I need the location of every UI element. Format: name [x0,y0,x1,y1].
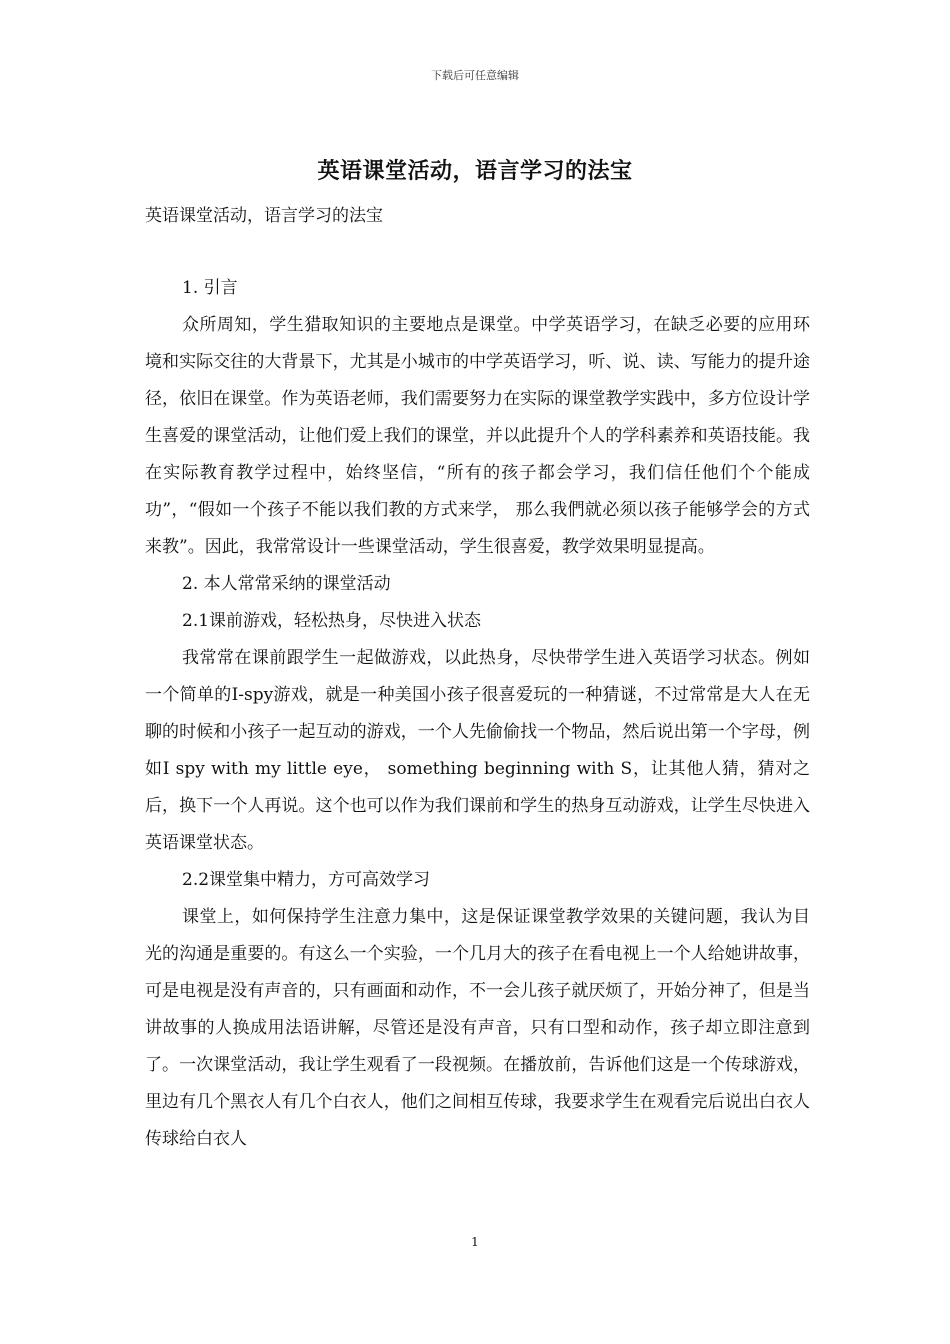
header-note: 下载后可任意编辑 [431,69,519,82]
section-heading-activities: 2. 本人常常采纳的课堂活动 [182,574,391,594]
subsection-heading-2-1: 2.1课前游戏，轻松热身，尽快进入状态 [182,611,482,631]
document-subtitle: 英语课堂活动，语言学习的法宝 [145,206,383,226]
paragraph-intro: 众所周知，学生猎取知识的主要地点是课堂。中学英语学习，在缺乏必要的应用环境和实际交往的大背景下，尤其是小城市的中学英语学习，听、说、读、写能力的提升途径，依旧在课堂。作为英语老师，我们需要努力在实际的课堂教学实践中，多方位设计学生喜爱的课堂活动，让他们爱上我们的课堂，并以此提升个人的学科素养和英语技能。我在实际教育教学过程中，始终坚信，“所有的孩子都会学习，我们信任他们个个能成功”，“假如一个孩子不能以我们教的方式来学， 那么我們就必须以孩子能够学会的方式来教”。因此，我常常设计一些课堂活动，学生很喜爱，教学效果明显提高。 [145,315,810,557]
paragraph-2-2: 课堂上，如何保持学生注意力集中，这是保证课堂教学效果的关键问题，我认为目光的沟通是重要的。有这么一个实验，一个几月大的孩子在看电视上一个人给她讲故事，可是电视是没有声音的，只有画面和动作，不一会儿孩子就厌烦了，开始分神了，但是当讲故事的人换成用法语讲解，尽管还是没有声音，只有口型和动作，孩子却立即注意到了。一次课堂活动，我让学生观看了一段视频。在播放前，告诉他们这是一个传球游戏，里边有几个黑衣人有几个白衣人，他们之间相互传球，我要求学生在观看完后说出白衣人传球给白衣人 [145,907,810,1149]
page-number: 1 [471,1235,479,1249]
document-title: 英语课堂活动，语言学习的法宝 [317,158,633,184]
subsection-heading-2-2: 2.2课堂集中精力，方可高效学习 [182,870,431,890]
paragraph-2-1: 我常常在课前跟学生一起做游戏，以此热身，尽快带学生进入英语学习状态。例如一个简单的I-spy游戏，就是一种美国小孩子很喜爱玩的一种猜谜，不过常常是大人在无聊的时候和小孩子一起互动的游戏，一个人先偷偷找一个物品，然后说出第一个字母，例如I spy with my little eye， something beginning with S，让其他人猜，猜对之后，换下一个人再说。这个也可以作为我们课前和学生的热身互动游戏，让学生尽快进入英语课堂状态。 [145,648,810,853]
document-body [145,270,810,1158]
section-heading-intro: 1. 引言 [182,278,238,298]
